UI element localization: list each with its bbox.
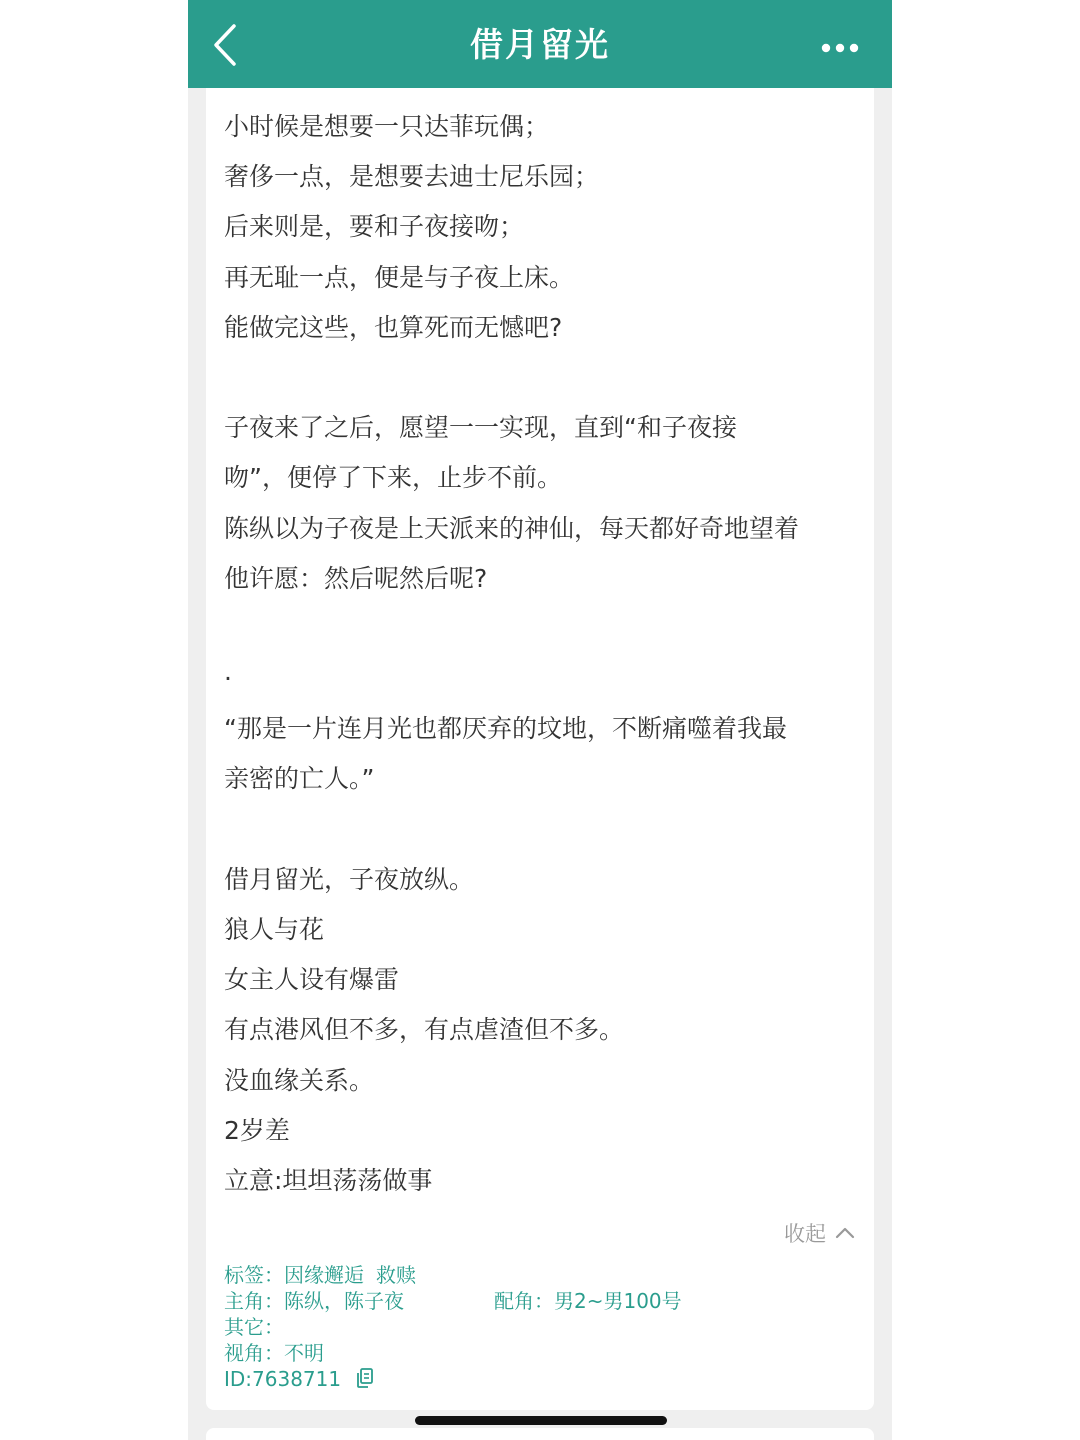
protagonist-label: 主角： [224, 1289, 284, 1313]
description-line: 2岁差 [224, 1115, 290, 1145]
supporting-role [494, 1288, 682, 1314]
perspective-label: 视角： [224, 1341, 284, 1365]
description-line: 亲密的亡人。” [224, 764, 375, 794]
id-row [224, 1366, 864, 1392]
description-line: 吻”，便停了下来，止步不前。 [224, 463, 562, 493]
book-id: ID:7638711 [224, 1367, 342, 1391]
description-line: 有点港风但不多，有点虐渣但不多。 [224, 1015, 625, 1045]
description-line: 立意:坦坦荡荡做事 [224, 1165, 433, 1195]
next-card-edge [206, 1428, 874, 1440]
description-line: 借月留光，子夜放纵。 [224, 864, 475, 894]
description-line: 后来则是，要和子夜接吻； [224, 212, 525, 242]
description-blank-line [224, 604, 864, 654]
description-line: 陈纵以为子夜是上天派来的神仙，每天都好奇地望着 [224, 513, 800, 543]
description-line: 能做完这些，也算死而无憾吧? [224, 312, 563, 342]
supporting-value: 男2~男100号 [554, 1289, 682, 1313]
page-title: 借月留光 [470, 25, 610, 64]
collapse-label: 收起 [784, 1222, 826, 1246]
description-blank-line [224, 353, 864, 403]
tag-link[interactable]: 救赎 [376, 1263, 416, 1287]
description-line: 子夜来了之后，愿望一一实现，直到“和子夜接 [224, 413, 737, 443]
collapse-button[interactable] [784, 1216, 856, 1250]
more-button[interactable] [810, 30, 870, 66]
protagonist-value: 陈纵，陈子夜 [284, 1289, 404, 1313]
other-row [224, 1314, 864, 1340]
other-label: 其它： [224, 1315, 284, 1339]
nav-bar [188, 0, 892, 88]
book-description [224, 102, 864, 1206]
copy-id-button[interactable] [355, 1367, 375, 1395]
book-detail-card [206, 88, 874, 1410]
home-indicator[interactable] [415, 1416, 667, 1425]
copy-icon [355, 1367, 375, 1389]
chevron-up-icon [834, 1225, 856, 1241]
book-meta [224, 1262, 864, 1392]
perspective-value: 不明 [284, 1341, 324, 1365]
description-line: 再无耻一点，便是与子夜上床。 [224, 262, 575, 292]
description-line: 小时候是想要一只达菲玩偶； [224, 112, 550, 141]
description-line: “那是一片连月光也都厌弃的坟地，不断痛噬着我最 [224, 714, 787, 744]
tags-row [224, 1262, 864, 1288]
tag-link[interactable]: 因缘邂逅 [284, 1263, 364, 1287]
app-screen [188, 0, 892, 1440]
more-horizontal-icon [810, 30, 870, 66]
protagonist-row [224, 1288, 864, 1314]
description-line: 狼人与花 [224, 915, 325, 944]
tags-label: 标签： [224, 1263, 284, 1287]
description-line: 女主人设有爆雷 [224, 965, 400, 995]
description-blank-line [224, 805, 864, 855]
description-line: 没血缘关系。 [224, 1065, 375, 1095]
description-line: 奢侈一点，是想要去迪士尼乐园； [224, 162, 600, 192]
description-separator: · [224, 664, 232, 694]
supporting-label: 配角： [494, 1289, 554, 1313]
description-line: 他许愿：然后呢然后呢? [224, 563, 488, 593]
perspective-row [224, 1340, 864, 1366]
